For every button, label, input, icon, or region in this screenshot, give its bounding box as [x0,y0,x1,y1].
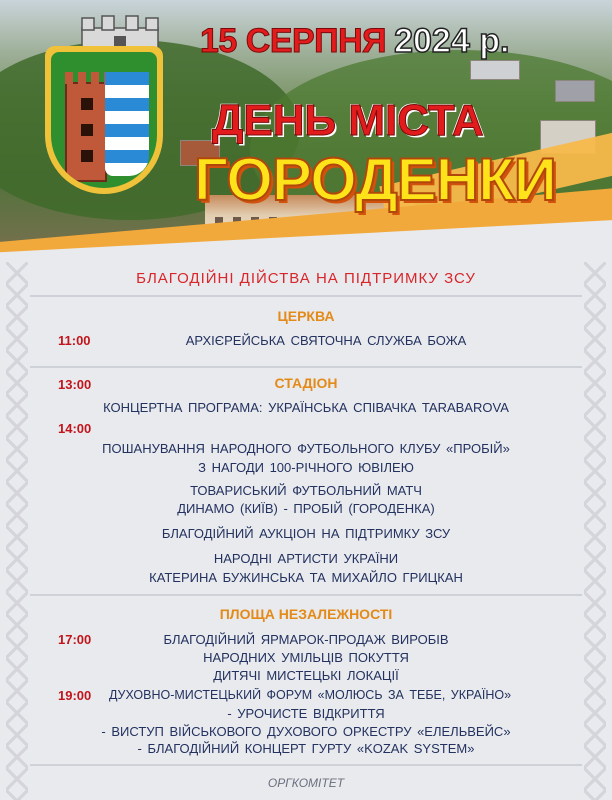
event-text: КАТЕРИНА БУЖИНСЬКА ТА МИХАЙЛО ГРИЦКАН [149,570,463,585]
title-line-1: ДЕНЬ МІСТА [212,96,484,145]
section-title-stadium: СТАДІОН [274,375,338,391]
event-date [200,22,509,61]
coat-of-arms-icon [45,46,163,194]
divider [30,594,582,596]
event-text: БЛАГОДІЙНИЙ ЯРМАРОК-ПРОДАЖ ВИРОБІВ [163,632,449,647]
event-text: КОНЦЕРТНА ПРОГРАМА: УКРАЇНСЬКА СПІВАЧКА TARABAROVA [103,400,509,415]
event-text: ТОВАРИСЬКИЙ ФУТБОЛЬНИЙ МАТЧ [190,483,422,498]
event-text: НАРОДНІ АРТИСТИ УКРАЇНИ [213,551,399,566]
town-photo-roof [555,80,595,102]
event-time: 19:00 [58,688,92,703]
event-text: ДУХОВНО-МИСТЕЦЬКИЙ ФОРУМ «МОЛЮСЬ ЗА ТЕБЕ, УКРАЇНО» [108,688,512,702]
event-time: 14:00 [58,421,92,436]
divider [30,295,582,297]
date-year: 2024 р. [394,22,510,60]
divider [30,366,582,368]
event-text: БЛАГОДІЙНИЙ АУКЦІОН НА ПІДТРИМКУ ЗСУ [161,526,451,541]
event-time: 11:00 [58,333,91,348]
event-text: ДИНАМО (КИЇВ) - ПРОБІЙ (ГОРОДЕНКА) [177,501,435,516]
event-text: З НАГОДИ 100-РІЧНОГО ЮВІЛЕЮ [198,460,414,475]
section-title-church: ЦЕРКВА [277,308,335,324]
event-text: НАРОДНИХ УМІЛЬЦІВ ПОКУТТЯ [203,650,409,665]
title-line-2: ГОРОДЕНКИ [194,146,556,213]
event-text: - БЛАГОДІЙНИЙ КОНЦЕРТ ГУРТУ «KOZAK SYSTEM» [137,741,475,756]
header-banner [0,0,612,258]
event-text: - ВИСТУП ВІЙСЬКОВОГО ДУХОВОГО ОРКЕСТРУ «ЕЛЕЛЬВЕЙС» [101,724,511,739]
divider [30,764,582,766]
event-text: ДИТЯЧІ МИСТЕЦЬКІ ЛОКАЦІЇ [213,668,399,683]
date-day: 15 СЕРПНЯ [200,22,387,60]
section-title-square: ПЛОЩА НЕЗАЛЕЖНОСТІ [219,606,393,622]
event-time: 17:00 [58,632,92,647]
event-text: - УРОЧИСТЕ ВІДКРИТТЯ [227,706,385,721]
event-text: ПОШАНУВАННЯ НАРОДНОГО ФУТБОЛЬНОГО КЛУБУ «ПРОБІЙ» [102,441,510,456]
blue-white-stripes [105,72,149,176]
organizer-footer: ОРГКОМІТЕТ [267,776,345,790]
town-photo-roof [470,60,520,80]
charity-banner: БЛАГОДІЙНІ ДІЙСТВА НА ПІДТРИМКУ ЗСУ [136,270,476,287]
event-time: 13:00 [58,377,92,392]
tower-icon [65,82,107,182]
event-text: АРХІЄРЕЙСЬКА СВЯТОЧНА СЛУЖБА БОЖА [185,333,467,348]
